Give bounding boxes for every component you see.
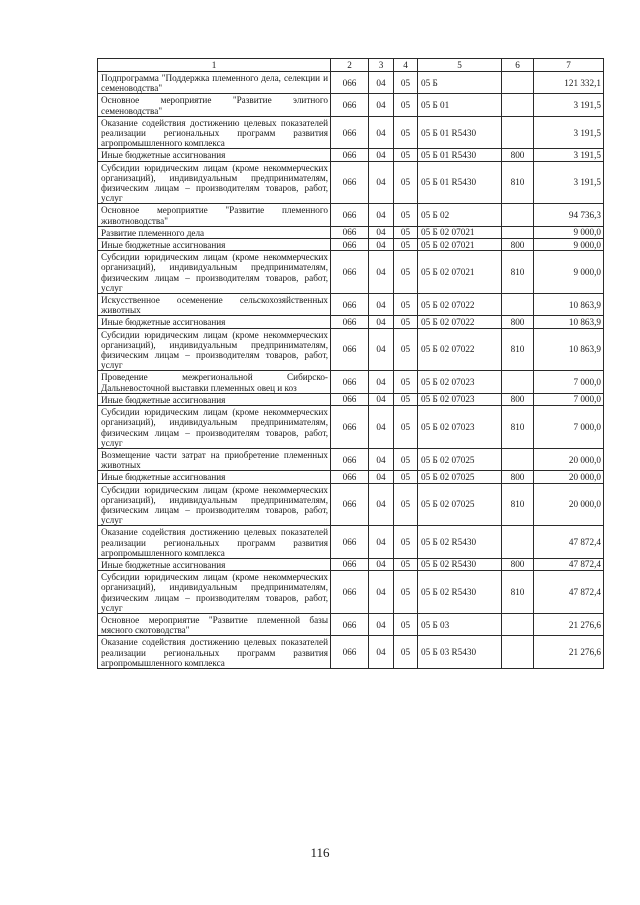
row-target-article-cell: 05 Б 02 07022 [418, 294, 502, 316]
header-col-2: 2 [331, 59, 369, 72]
row-ministry-code-cell: 066 [331, 371, 369, 393]
row-target-article-cell: 05 Б 02 07025 [418, 483, 502, 526]
row-name-cell: Оказание содействия достижению целевых показателей реализации региональных программ развития агропромышленного комплекса [98, 526, 331, 559]
row-amount-cell: 10 863,9 [534, 316, 604, 328]
row-amount-cell: 20 000,0 [534, 448, 604, 470]
row-expense-type-cell: 800 [502, 393, 534, 405]
row-ministry-code-cell: 066 [331, 94, 369, 116]
row-expense-type-cell: 810 [502, 406, 534, 449]
row-subsection-cell: 05 [394, 294, 418, 316]
row-amount-cell: 9 000,0 [534, 251, 604, 294]
row-section-cell: 04 [369, 571, 394, 614]
table-row [98, 393, 604, 405]
row-amount-cell: 10 863,9 [534, 294, 604, 316]
row-target-article-cell: 05 Б 02 07025 [418, 448, 502, 470]
row-ministry-code-cell: 066 [331, 636, 369, 669]
row-amount-cell: 21 276,6 [534, 613, 604, 635]
table-row [98, 328, 604, 371]
row-amount-cell: 47 872,4 [534, 526, 604, 559]
table-row [98, 161, 604, 204]
row-name-cell: Основное мероприятие "Развитие племенной базы мясного скотоводства" [98, 613, 331, 635]
row-subsection-cell: 05 [394, 371, 418, 393]
row-amount-cell: 121 332,1 [534, 72, 604, 94]
row-expense-type-cell [502, 294, 534, 316]
row-amount-cell: 7 000,0 [534, 371, 604, 393]
row-name-cell: Иные бюджетные ассигнования [98, 239, 331, 251]
table-row [98, 116, 604, 149]
row-target-article-cell: 05 Б 02 07021 [418, 226, 502, 238]
row-section-cell: 04 [369, 471, 394, 483]
row-expense-type-cell: 810 [502, 571, 534, 614]
row-subsection-cell: 05 [394, 204, 418, 226]
row-ministry-code-cell: 066 [331, 526, 369, 559]
row-ministry-code-cell: 066 [331, 448, 369, 470]
row-ministry-code-cell: 066 [331, 613, 369, 635]
row-name-cell: Иные бюджетные ассигнования [98, 558, 331, 570]
row-ministry-code-cell: 066 [331, 204, 369, 226]
row-subsection-cell: 05 [394, 393, 418, 405]
row-subsection-cell: 05 [394, 116, 418, 149]
table-row [98, 613, 604, 635]
table-row [98, 72, 604, 94]
row-target-article-cell: 05 Б 02 07025 [418, 471, 502, 483]
row-ministry-code-cell: 066 [331, 571, 369, 614]
row-section-cell: 04 [369, 94, 394, 116]
row-expense-type-cell [502, 204, 534, 226]
row-section-cell: 04 [369, 239, 394, 251]
row-name-cell: Развитие племенного дела [98, 226, 331, 238]
row-ministry-code-cell: 066 [331, 393, 369, 405]
row-target-article-cell: 05 Б [418, 72, 502, 94]
row-expense-type-cell: 800 [502, 149, 534, 161]
row-section-cell: 04 [369, 558, 394, 570]
table-row [98, 526, 604, 559]
row-expense-type-cell [502, 371, 534, 393]
row-section-cell: 04 [369, 371, 394, 393]
row-name-cell: Оказание содействия достижению целевых показателей реализации региональных программ развития агропромышленного комплекса [98, 116, 331, 149]
row-expense-type-cell: 810 [502, 251, 534, 294]
row-target-article-cell: 05 Б 03 [418, 613, 502, 635]
row-section-cell: 04 [369, 393, 394, 405]
row-ministry-code-cell: 066 [331, 116, 369, 149]
row-target-article-cell: 05 Б 02 07022 [418, 328, 502, 371]
row-name-cell: Возмещение части затрат на приобретение племенных животных [98, 448, 331, 470]
row-name-cell: Иные бюджетные ассигнования [98, 471, 331, 483]
row-subsection-cell: 05 [394, 526, 418, 559]
row-amount-cell: 21 276,6 [534, 636, 604, 669]
table-row [98, 294, 604, 316]
table-row [98, 406, 604, 449]
row-subsection-cell: 05 [394, 161, 418, 204]
row-target-article-cell: 05 Б 02 07021 [418, 251, 502, 294]
row-section-cell: 04 [369, 204, 394, 226]
row-name-cell: Субсидии юридическим лицам (кроме некоммерческих организаций), индивидуальным предпринимателям, физическим лицам – производителям товаров, работ, услуг [98, 406, 331, 449]
table-row [98, 204, 604, 226]
row-subsection-cell: 05 [394, 571, 418, 614]
row-name-cell: Иные бюджетные ассигнования [98, 393, 331, 405]
row-target-article-cell: 05 Б 01 [418, 94, 502, 116]
row-expense-type-cell [502, 226, 534, 238]
table-row [98, 316, 604, 328]
table-row [98, 571, 604, 614]
table-row [98, 371, 604, 393]
budget-table-container [97, 58, 603, 669]
row-name-cell: Субсидии юридическим лицам (кроме некоммерческих организаций), индивидуальным предпринимателям, физическим лицам – производителям товаров, работ, услуг [98, 251, 331, 294]
row-expense-type-cell: 810 [502, 161, 534, 204]
row-section-cell: 04 [369, 406, 394, 449]
row-name-cell: Основное мероприятие "Развитие племенного животноводства" [98, 204, 331, 226]
row-target-article-cell: 05 Б 01 R5430 [418, 116, 502, 149]
row-name-cell: Основное мероприятие "Развитие элитного семеноводства" [98, 94, 331, 116]
row-subsection-cell: 05 [394, 636, 418, 669]
row-expense-type-cell [502, 448, 534, 470]
row-ministry-code-cell: 066 [331, 471, 369, 483]
row-section-cell: 04 [369, 294, 394, 316]
row-expense-type-cell: 800 [502, 558, 534, 570]
row-target-article-cell: 05 Б 02 07023 [418, 406, 502, 449]
row-target-article-cell: 05 Б 02 R5430 [418, 571, 502, 614]
header-col-7: 7 [534, 59, 604, 72]
row-target-article-cell: 05 Б 02 R5430 [418, 526, 502, 559]
header-col-5: 5 [418, 59, 502, 72]
row-amount-cell: 9 000,0 [534, 239, 604, 251]
row-expense-type-cell [502, 94, 534, 116]
row-expense-type-cell [502, 116, 534, 149]
row-expense-type-cell [502, 72, 534, 94]
budget-table [97, 58, 604, 669]
row-subsection-cell: 05 [394, 226, 418, 238]
row-amount-cell: 20 000,0 [534, 471, 604, 483]
row-section-cell: 04 [369, 636, 394, 669]
row-subsection-cell: 05 [394, 251, 418, 294]
row-ministry-code-cell: 066 [331, 226, 369, 238]
row-subsection-cell: 05 [394, 613, 418, 635]
row-expense-type-cell: 800 [502, 471, 534, 483]
row-target-article-cell: 05 Б 02 07021 [418, 239, 502, 251]
row-subsection-cell: 05 [394, 406, 418, 449]
row-target-article-cell: 05 Б 02 R5430 [418, 558, 502, 570]
row-amount-cell: 10 863,9 [534, 328, 604, 371]
row-section-cell: 04 [369, 613, 394, 635]
row-amount-cell: 9 000,0 [534, 226, 604, 238]
row-ministry-code-cell: 066 [331, 149, 369, 161]
row-name-cell: Подпрограмма "Поддержка племенного дела, селекции и семеноводства" [98, 72, 331, 94]
row-name-cell: Иные бюджетные ассигнования [98, 149, 331, 161]
row-amount-cell: 7 000,0 [534, 406, 604, 449]
row-name-cell: Иные бюджетные ассигнования [98, 316, 331, 328]
row-subsection-cell: 05 [394, 149, 418, 161]
row-ministry-code-cell: 066 [331, 251, 369, 294]
row-target-article-cell: 05 Б 01 R5430 [418, 149, 502, 161]
row-name-cell: Искусственное осеменение сельскохозяйственных животных [98, 294, 331, 316]
row-section-cell: 04 [369, 161, 394, 204]
page-number: 116 [310, 845, 330, 860]
header-col-3: 3 [369, 59, 394, 72]
row-subsection-cell: 05 [394, 558, 418, 570]
row-section-cell: 04 [369, 149, 394, 161]
table-row [98, 558, 604, 570]
table-row [98, 483, 604, 526]
row-amount-cell: 3 191,5 [534, 161, 604, 204]
row-ministry-code-cell: 066 [331, 316, 369, 328]
row-section-cell: 04 [369, 526, 394, 559]
row-expense-type-cell: 810 [502, 328, 534, 371]
header-col-1: 1 [98, 59, 331, 72]
header-col-6: 6 [502, 59, 534, 72]
row-section-cell: 04 [369, 448, 394, 470]
row-section-cell: 04 [369, 226, 394, 238]
row-target-article-cell: 05 Б 02 07022 [418, 316, 502, 328]
row-subsection-cell: 05 [394, 239, 418, 251]
row-ministry-code-cell: 066 [331, 483, 369, 526]
table-row [98, 239, 604, 251]
row-ministry-code-cell: 066 [331, 558, 369, 570]
row-section-cell: 04 [369, 316, 394, 328]
row-amount-cell: 20 000,0 [534, 483, 604, 526]
table-row [98, 636, 604, 669]
row-ministry-code-cell: 066 [331, 294, 369, 316]
row-expense-type-cell [502, 613, 534, 635]
row-ministry-code-cell: 066 [331, 328, 369, 371]
row-section-cell: 04 [369, 251, 394, 294]
row-amount-cell: 7 000,0 [534, 393, 604, 405]
table-header-row [98, 59, 604, 72]
row-amount-cell: 47 872,4 [534, 558, 604, 570]
row-subsection-cell: 05 [394, 448, 418, 470]
row-name-cell: Оказание содействия достижению целевых показателей реализации региональных программ развития агропромышленного комплекса [98, 636, 331, 669]
row-target-article-cell: 05 Б 01 R5430 [418, 161, 502, 204]
row-subsection-cell: 05 [394, 94, 418, 116]
row-name-cell: Субсидии юридическим лицам (кроме некоммерческих организаций), индивидуальным предпринимателям, физическим лицам – производителям товаров, работ, услуг [98, 483, 331, 526]
row-name-cell: Субсидии юридическим лицам (кроме некоммерческих организаций), индивидуальным предпринимателям, физическим лицам – производителям товаров, работ, услуг [98, 571, 331, 614]
row-amount-cell: 3 191,5 [534, 116, 604, 149]
row-expense-type-cell [502, 636, 534, 669]
row-name-cell: Проведение межрегиональной Сибирско-Дальневосточной выставки племенных овец и коз [98, 371, 331, 393]
row-expense-type-cell: 800 [502, 239, 534, 251]
header-col-4: 4 [394, 59, 418, 72]
table-body [98, 72, 604, 669]
row-expense-type-cell: 810 [502, 483, 534, 526]
row-target-article-cell: 05 Б 02 07023 [418, 393, 502, 405]
table-row [98, 149, 604, 161]
row-expense-type-cell: 800 [502, 316, 534, 328]
row-amount-cell: 94 736,3 [534, 204, 604, 226]
row-target-article-cell: 05 Б 02 [418, 204, 502, 226]
row-ministry-code-cell: 066 [331, 406, 369, 449]
row-expense-type-cell [502, 526, 534, 559]
row-target-article-cell: 05 Б 03 R5430 [418, 636, 502, 669]
row-section-cell: 04 [369, 483, 394, 526]
row-amount-cell: 3 191,5 [534, 149, 604, 161]
row-subsection-cell: 05 [394, 316, 418, 328]
row-section-cell: 04 [369, 328, 394, 371]
table-row [98, 471, 604, 483]
row-subsection-cell: 05 [394, 72, 418, 94]
table-row [98, 226, 604, 238]
row-ministry-code-cell: 066 [331, 239, 369, 251]
row-amount-cell: 3 191,5 [534, 94, 604, 116]
table-row [98, 94, 604, 116]
table-row [98, 448, 604, 470]
row-subsection-cell: 05 [394, 471, 418, 483]
row-subsection-cell: 05 [394, 483, 418, 526]
row-section-cell: 04 [369, 72, 394, 94]
row-ministry-code-cell: 066 [331, 72, 369, 94]
row-name-cell: Субсидии юридическим лицам (кроме некоммерческих организаций), индивидуальным предпринимателям, физическим лицам – производителям товаров, работ, услуг [98, 161, 331, 204]
row-ministry-code-cell: 066 [331, 161, 369, 204]
row-target-article-cell: 05 Б 02 07023 [418, 371, 502, 393]
row-section-cell: 04 [369, 116, 394, 149]
table-row [98, 251, 604, 294]
row-name-cell: Субсидии юридическим лицам (кроме некоммерческих организаций), индивидуальным предпринимателям, физическим лицам – производителям товаров, работ, услуг [98, 328, 331, 371]
row-subsection-cell: 05 [394, 328, 418, 371]
row-amount-cell: 47 872,4 [534, 571, 604, 614]
